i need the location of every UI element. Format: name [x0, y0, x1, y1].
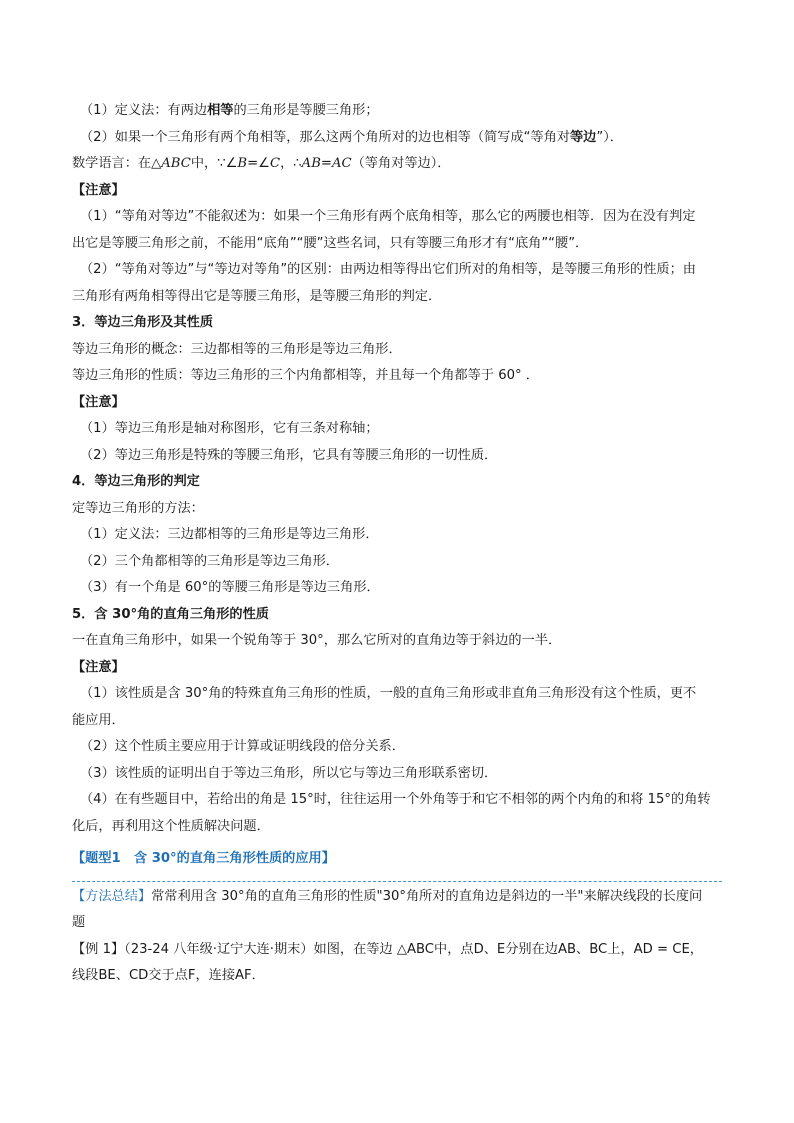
- note-line: （4）在有些题目中，若给出的角是 15°时，往往运用一个外角等于和它不相邻的两个内角的和将 15°的角转: [80, 792, 711, 807]
- document-body: [72, 98, 722, 990]
- math: △ABC: [151, 156, 191, 171]
- text: （1）定义法：有两边: [80, 103, 208, 118]
- topic-title: 【题型1 含 30°的直角三角形性质的应用】: [72, 851, 335, 866]
- section-heading: 3．等边三角形及其性质: [72, 315, 214, 330]
- text: 的三角形是等腰三角形；: [233, 103, 379, 118]
- math-language-line: [72, 151, 722, 178]
- definition-line-2: [72, 125, 722, 152]
- method-text: 常常利用含 30°角的直角三角形的性质"30°角所对的直角边是斜边的一半"来解决线段的长度问: [151, 888, 703, 904]
- paragraph-line: 等边三角形的概念：三边都相等的三角形是等边三角形．: [72, 341, 402, 357]
- example-line: 线段BE、CD交于点F，连接AF．: [72, 968, 265, 983]
- note-line: 出它是等腰三角形之前，不能用“底角”“腰”这些名词，只有等腰三角形才有“底角”“腰”．: [72, 235, 589, 251]
- text: 数学语言：在: [72, 156, 152, 171]
- text: =∠: [247, 156, 270, 171]
- method-line: 题: [72, 915, 86, 930]
- text: （2）如果一个三角形有两个角相等，那么这两个角所对的边也相等（简写成“等角对: [80, 129, 570, 145]
- text: ，∴: [280, 156, 302, 171]
- paragraph-line: 等边三角形的性质：等边三角形的三个内角都相等，并且每一个角都等于 60° ．: [72, 368, 539, 383]
- note-line: （1）等边三角形是轴对称图形，它有三条对称轴；: [80, 421, 379, 436]
- note-line: （3）该性质的证明出自于等边三角形，所以它与等边三角形联系密切．: [80, 765, 498, 781]
- math: AB: [301, 156, 321, 171]
- bold-text: 等边: [569, 129, 597, 145]
- note-line: （2）这个性质主要应用于计算或证明线段的倍分关系．: [80, 739, 405, 754]
- math: B: [237, 156, 248, 171]
- note-line: （1）“等角对等边”不能叙述为：如果一个三角形有两个底角相等，那么它的两腰也相等．因为在没有判定: [80, 209, 696, 224]
- section-heading: 5．含 30°角的直角三角形的性质: [72, 606, 269, 622]
- math: AC: [331, 156, 352, 171]
- example-line: 【例 1】（23-24 八年级·辽宁大连·期末）如图，在等边 △ABC中，点D、E分别在边AB、BC上，AD = CE，: [72, 941, 703, 957]
- math: C: [270, 156, 281, 171]
- paragraph-line: 一在直角三角形中，如果一个锐角等于 30°，那么它所对的直角边等于斜边的一半．: [72, 633, 562, 648]
- note-line: （2）等边三角形是特殊的等腰三角形，它具有等腰三角形的一切性质．: [80, 447, 498, 463]
- method-summary: [72, 881, 722, 937]
- list-item: （3）有一个角是 60°的等腰三角形是等边三角形．: [80, 580, 380, 595]
- text: （等角对等边）．: [351, 156, 451, 171]
- note-line: （1）该性质是含 30°角的特殊直角三角形的性质，一般的直角三角形或非直角三角形没有这个性质，更不: [80, 686, 697, 701]
- bold-text: 相等: [207, 103, 234, 118]
- section-heading: 4．等边三角形的判定: [72, 474, 200, 489]
- note-heading: 【注意】: [72, 659, 125, 675]
- paragraph-line: 定等边三角形的方法：: [72, 500, 204, 516]
- note-line: 化后，再利用这个性质解决问题．: [72, 818, 270, 834]
- text: =: [320, 156, 332, 171]
- text: 中，∵∠: [190, 156, 238, 171]
- note-heading: 【注意】: [72, 394, 125, 410]
- note-heading: 【注意】: [72, 182, 125, 198]
- list-item: （2）三个角都相等的三角形是等边三角形．: [80, 553, 339, 569]
- list-item: （1）定义法：三边都相等的三角形是等边三角形．: [80, 527, 379, 542]
- definition-line-1: [72, 98, 722, 125]
- method-tag: 【方法总结】: [72, 888, 152, 904]
- method-line: [72, 884, 722, 911]
- note-line: 三角形有两角相等得出它是等腰三角形，是等腰三角形的判定．: [72, 288, 442, 304]
- note-line: （2）“等角对等边”与“等边对等角”的区别：由两边相等得出它们所对的角相等，是等腰三角形的性质；由: [80, 262, 696, 277]
- note-line: 能应用．: [72, 712, 125, 728]
- text: ”）．: [596, 129, 623, 145]
